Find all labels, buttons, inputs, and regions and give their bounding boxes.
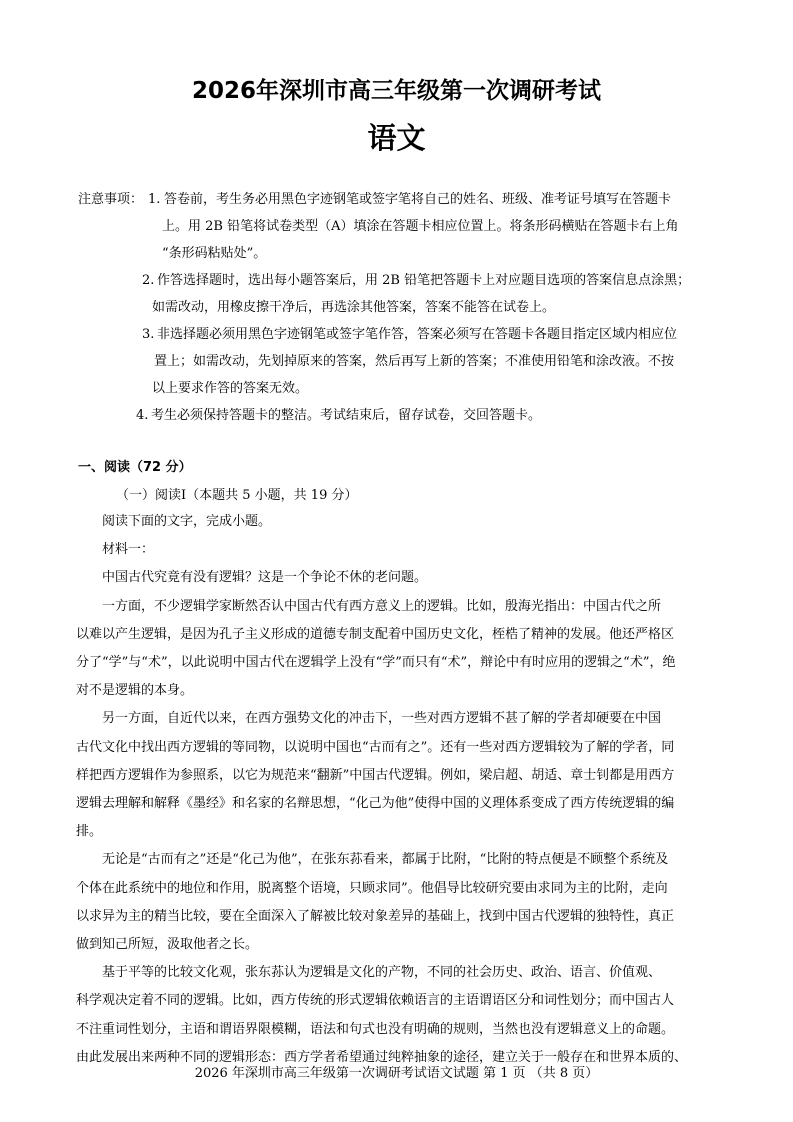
- paragraph-line: 中国古代究竟有没有逻辑？这是一个争论不休的老问题。: [102, 570, 428, 586]
- section-heading: 一、阅读（72 分）: [78, 460, 192, 475]
- paragraph-line: 分了“学”与“术”，以此说明中国古代在逻辑学上没有“学”而只有“术”，辩论中有时应用的逻辑之“术”，绝: [76, 655, 676, 671]
- paragraph: [76, 959, 718, 1072]
- reading-passage: [76, 508, 718, 1072]
- page-footer: 2026 年深圳市高三年级第一次调研考试语文试题 第 1 页 （共 8 页）: [194, 1066, 599, 1081]
- paragraph-line: 由此发展出来两种不同的逻辑形态：西方学者希望通过纯粹抽象的途径，建立关于一般存在和世界本质的、: [76, 1049, 688, 1065]
- paragraph-line: 基于平等的比较文化观，张东荪认为逻辑是文化的产物，不同的社会历史、政治、语言、价值观、: [102, 965, 662, 981]
- note-number: 1.: [148, 192, 161, 207]
- paragraph-line: 无论是“古而有之”还是“化己为他”，在张东荪看来，都属于比附，“比附的特点便是不顾整个系统及: [102, 852, 669, 868]
- note-line: 答卷前，考生务必用黑色字迹钢笔或签字笔将自己的姓名、班级、准考证号填写在答题卡: [164, 192, 672, 207]
- paragraph: [76, 593, 718, 706]
- paragraph-line: 另一方面，自近代以来，在西方强势文化的冲击下，一些对西方逻辑不甚了解的学者却硬要在中国: [102, 711, 662, 727]
- note-item-4: [136, 402, 541, 429]
- paragraph-line: 个体在此系统中的地位和作用，脱离整个语境，只顾求同”。他倡导比较研究要由求同为主的比附，走向: [76, 880, 668, 896]
- subject-title: 语文: [367, 121, 426, 155]
- paragraph-line: 阅读下面的文字，完成小题。: [102, 514, 272, 529]
- note-line: 考生必须保持答题卡的整洁。考试结束后，留存试卷，交回答题卡。: [151, 408, 542, 423]
- paragraph-line: 以求异为主的精当比较，要在全面深入了解被比较对象差异的基础上，找到中国古代逻辑的独特性，真正: [76, 908, 675, 924]
- note-line: 上。用 2B 铅笔将试卷类型（A）填涂在答题卡相应位置上。将条形码横贴在答题卡右上角: [162, 219, 679, 234]
- note-line: 置上；如需改动，先划掉原来的答案，然后再写上新的答案；不准使用铅笔和涂改液。不按: [154, 354, 675, 369]
- paragraph: [76, 705, 718, 846]
- note-number: 3.: [142, 327, 155, 342]
- notes-label: 注意事项：: [78, 192, 144, 207]
- paragraph-line: 对不是逻辑的本身。: [76, 683, 194, 699]
- paragraph: [76, 564, 718, 592]
- paragraph-line: 逻辑去理解和解释《墨经》和名家的名辩思想，“化己为他”使得中国的义理体系变成了西方传统逻辑的编: [76, 796, 675, 812]
- note-item-1: [148, 186, 678, 267]
- paragraph-line: 做到知己所短，汲取他者之长。: [76, 937, 259, 953]
- note-line: 如需改动，用橡皮擦干净后，再选涂其他答案，答案不能答在试卷上。: [152, 300, 556, 315]
- note-line: 以上要求作答的答案无效。: [152, 381, 309, 396]
- instruction-paragraph: [76, 508, 718, 536]
- paragraph-line: 不注重词性划分，主语和谓语界限模糊，语法和句式也没有明确的规则，当然也没有逻辑意义上的命题。: [76, 1021, 675, 1037]
- paragraph-line: 以难以产生逻辑，是因为孔子主义形成的道德专制支配着中国历史文化，桎梏了精神的发展。他还严格区: [76, 626, 675, 642]
- material-label: [76, 536, 718, 564]
- note-number: 4.: [136, 408, 149, 423]
- paragraph: [76, 846, 718, 959]
- note-number: 2.: [142, 273, 155, 288]
- paragraph-line: 科学观决定着不同的逻辑。比如，西方传统的形式逻辑依赖语言的主语谓语区分和词性划分；而中国古人: [76, 993, 675, 1009]
- exam-title: 2026年深圳市高三年级第一次调研考试: [191, 78, 601, 104]
- note-line: “条形码粘贴处”。: [162, 246, 267, 261]
- note-line: 非选择题必须用黑色字迹钢笔或签字笔作答，答案必须写在答题卡各题目指定区域内相应位: [157, 327, 678, 342]
- paragraph-line: 材料一：: [102, 542, 155, 558]
- sub-section-heading: （一）阅读Ⅰ（本题共 5 小题，共 19 分）: [116, 488, 358, 503]
- paragraph-line: 排。: [76, 824, 103, 840]
- note-item-2: [142, 267, 690, 321]
- paragraph-line: 古代文化中找出西方逻辑的等同物，以说明中国也“古而有之”。还有一些对西方逻辑较为了解的学者，同: [76, 739, 675, 755]
- paragraph-line: 一方面，不少逻辑学家断然否认中国古代有西方意义上的逻辑。比如，殷海光指出：中国古代之所: [102, 598, 662, 614]
- paragraph-line: 样把西方逻辑作为参照系，以它为规范来“翻新”中国古代逻辑。例如，梁启超、胡适、章士钊都是用西方: [76, 767, 675, 783]
- note-item-3: [142, 321, 677, 402]
- note-line: 作答选择题时，选出每小题答案后，用 2B 铅笔把答题卡上对应题目选项的答案信息点涂黑；: [157, 273, 691, 288]
